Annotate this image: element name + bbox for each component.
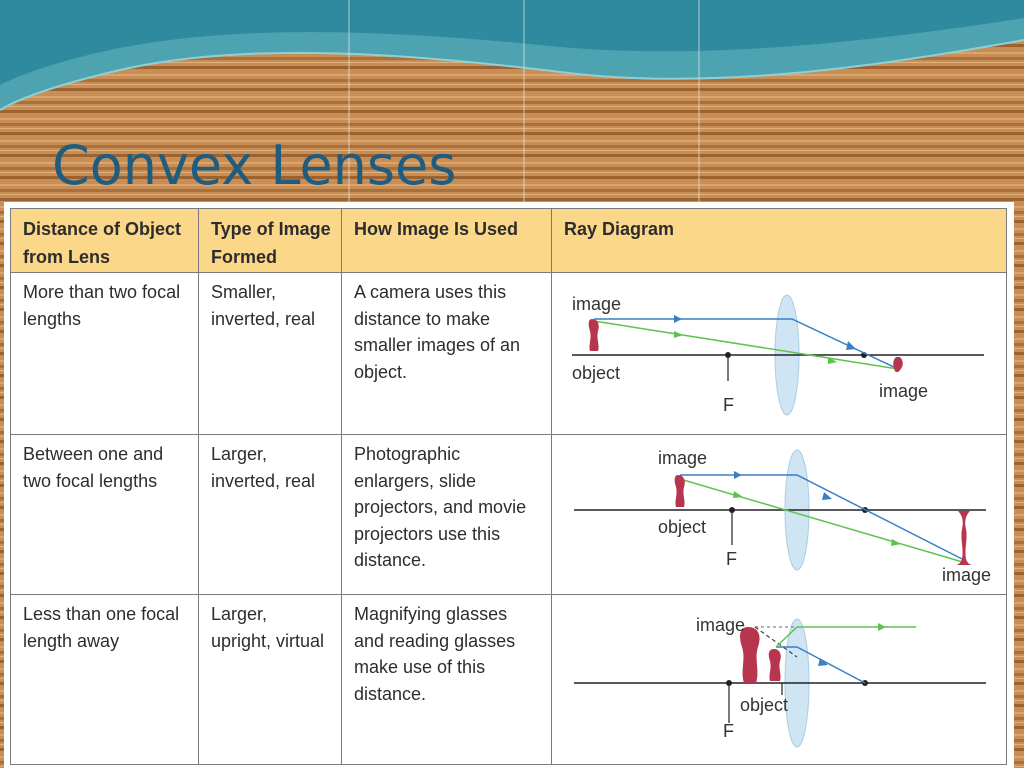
header-image-type: Type of Image Formed bbox=[199, 209, 342, 273]
lens-table bbox=[10, 208, 1007, 765]
cell-image-type: Larger, upright, virtual bbox=[199, 595, 342, 765]
label-object: object bbox=[740, 695, 789, 715]
vase-object-icon bbox=[769, 649, 781, 681]
table-header-row bbox=[11, 209, 1007, 273]
ray-diagram-2 bbox=[552, 435, 1007, 595]
cell-image-type: Smaller, inverted, real bbox=[199, 273, 342, 435]
ray-diagram-1 bbox=[552, 273, 1007, 435]
table-row bbox=[11, 273, 1007, 435]
cell-image-type: Larger, inverted, real bbox=[199, 435, 342, 595]
label-image: image bbox=[696, 615, 746, 635]
label-object: object bbox=[572, 363, 621, 383]
label-object: object bbox=[658, 517, 707, 537]
header-distance: Distance of Object from Lens bbox=[11, 209, 199, 273]
label-image-result: image bbox=[879, 381, 929, 401]
slide-title: Convex Lenses bbox=[52, 134, 457, 197]
cell-distance: More than two focal lengths bbox=[11, 273, 199, 435]
vase-image-icon bbox=[893, 357, 903, 372]
cell-usage: Magnifying glasses and reading glasses make use of this distance. bbox=[342, 595, 552, 765]
vase-image-icon bbox=[740, 627, 760, 683]
cell-usage: Photographic enlargers, slide projectors, and movie projectors use this distance. bbox=[342, 435, 552, 595]
label-focal-point: F bbox=[726, 549, 737, 569]
header-usage: How Image Is Used bbox=[342, 209, 552, 273]
cell-distance: Between one and two focal lengths bbox=[11, 435, 199, 595]
label-image: image bbox=[572, 294, 622, 314]
cell-distance: Less than one focal length away bbox=[11, 595, 199, 765]
label-focal-point: F bbox=[723, 395, 734, 415]
table-row bbox=[11, 595, 1007, 765]
label-image: image bbox=[658, 448, 708, 468]
vase-object-icon bbox=[589, 319, 599, 351]
header-ray-diagram: Ray Diagram bbox=[552, 209, 1007, 273]
label-image-result: image bbox=[942, 565, 992, 585]
ray-diagram-3 bbox=[552, 595, 1007, 765]
table-row bbox=[11, 435, 1007, 595]
label-focal-point: F bbox=[723, 721, 734, 741]
vase-object-icon bbox=[675, 475, 685, 507]
cell-usage: A camera uses this distance to make smaller images of an object. bbox=[342, 273, 552, 435]
